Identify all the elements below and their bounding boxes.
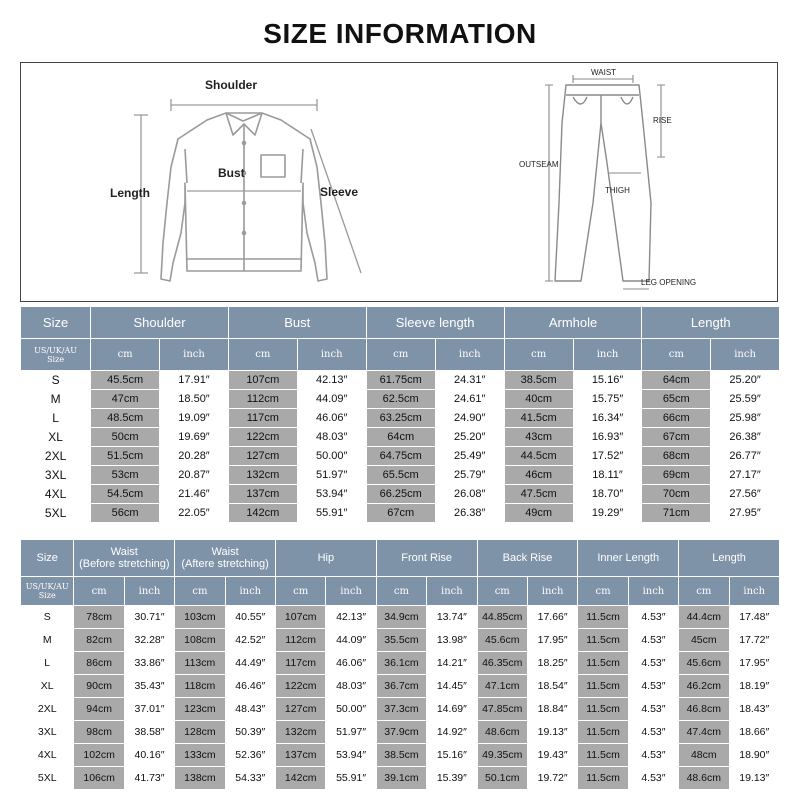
pants-size-row: [21, 675, 779, 697]
rise-label: RISE: [653, 116, 672, 125]
inch-value-cell: 18.50″: [160, 390, 228, 408]
inch-value-cell: 18.19″: [730, 675, 780, 697]
cm-value-cell: 34.9cm: [377, 606, 426, 628]
cm-value-cell: 44.4cm: [679, 606, 728, 628]
cm-value-cell: 113cm: [175, 652, 224, 674]
cm-unit: cm: [229, 339, 297, 370]
cm-value-cell: 38.5cm: [377, 744, 426, 766]
cm-unit: cm: [642, 339, 710, 370]
inch-value-cell: 4.53″: [629, 767, 678, 789]
cm-value-cell: 61.75cm: [367, 371, 435, 389]
size-cell: 3XL: [21, 466, 90, 484]
pants-size-table: [20, 539, 780, 790]
cm-value-cell: 11.5cm: [578, 675, 627, 697]
inch-value-cell: 19.13″: [730, 767, 780, 789]
pants-size-row: [21, 606, 779, 628]
bust-header: Bust: [229, 307, 366, 338]
inch-value-cell: 26.38″: [711, 428, 779, 446]
inch-value-cell: 27.56″: [711, 485, 779, 503]
inch-unit: inch: [436, 339, 504, 370]
length-header: Length: [642, 307, 779, 338]
cm-value-cell: 41.5cm: [505, 409, 573, 427]
size-cell: 2XL: [21, 698, 73, 720]
inch-value-cell: 15.16″: [427, 744, 476, 766]
cm-value-cell: 64cm: [642, 371, 710, 389]
shirt-size-row: [21, 371, 779, 389]
inch-value-cell: 44.09″: [326, 629, 375, 651]
cm-value-cell: 64cm: [367, 428, 435, 446]
inch-value-cell: 42.52″: [226, 629, 275, 651]
cm-value-cell: 108cm: [175, 629, 224, 651]
inch-unit: inch: [574, 339, 642, 370]
inch-value-cell: 4.53″: [629, 721, 678, 743]
inch-value-cell: 20.28″: [160, 447, 228, 465]
cm-value-cell: 43cm: [505, 428, 573, 446]
cm-value-cell: 38.5cm: [505, 371, 573, 389]
cm-value-cell: 45.6cm: [679, 652, 728, 674]
shirt-size-row: [21, 504, 779, 522]
inch-value-cell: 14.21″: [427, 652, 476, 674]
inch-value-cell: 25.79″: [436, 466, 504, 484]
inch-value-cell: 25.20″: [711, 371, 779, 389]
pants-size-row: [21, 629, 779, 651]
inch-value-cell: 46.46″: [226, 675, 275, 697]
inch-value-cell: 4.53″: [629, 744, 678, 766]
cm-value-cell: 128cm: [175, 721, 224, 743]
inch-value-cell: 33.86″: [125, 652, 174, 674]
cm-value-cell: 123cm: [175, 698, 224, 720]
cm-value-cell: 94cm: [74, 698, 123, 720]
inch-value-cell: 25.59″: [711, 390, 779, 408]
inch-value-cell: 13.98″: [427, 629, 476, 651]
region-size-label: US/UK/AU Size: [21, 339, 90, 370]
inch-value-cell: 18.66″: [730, 721, 780, 743]
cm-value-cell: 82cm: [74, 629, 123, 651]
cm-value-cell: 48.6cm: [478, 721, 527, 743]
inch-value-cell: 37.01″: [125, 698, 174, 720]
cm-value-cell: 50.1cm: [478, 767, 527, 789]
pants-size-row: [21, 652, 779, 674]
pants-header-row: [21, 540, 779, 576]
inch-unit: inch: [298, 339, 366, 370]
cm-value-cell: 112cm: [276, 629, 325, 651]
inch-value-cell: 17.52″: [574, 447, 642, 465]
inch-value-cell: 54.33″: [226, 767, 275, 789]
inch-value-cell: 42.13″: [298, 371, 366, 389]
cm-value-cell: 127cm: [229, 447, 297, 465]
cm-value-cell: 64.75cm: [367, 447, 435, 465]
cm-value-cell: 103cm: [175, 606, 224, 628]
inch-value-cell: 51.97″: [326, 721, 375, 743]
inch-unit: inch: [629, 577, 678, 605]
inch-value-cell: 4.53″: [629, 629, 678, 651]
inner-length-header: Inner Length: [578, 540, 678, 576]
cm-value-cell: 45.6cm: [478, 629, 527, 651]
cm-unit: cm: [91, 339, 159, 370]
cm-unit: cm: [505, 339, 573, 370]
inch-value-cell: 44.09″: [298, 390, 366, 408]
inch-value-cell: 50.00″: [298, 447, 366, 465]
inch-value-cell: 14.92″: [427, 721, 476, 743]
inch-value-cell: 53.94″: [326, 744, 375, 766]
cm-value-cell: 46.35cm: [478, 652, 527, 674]
inch-value-cell: 19.72″: [528, 767, 577, 789]
length-header: Length: [679, 540, 779, 576]
inch-value-cell: 17.91″: [160, 371, 228, 389]
inch-value-cell: 4.53″: [629, 606, 678, 628]
inch-value-cell: 15.39″: [427, 767, 476, 789]
cm-value-cell: 11.5cm: [578, 721, 627, 743]
cm-value-cell: 44.5cm: [505, 447, 573, 465]
size-cell: M: [21, 390, 90, 408]
inch-value-cell: 18.84″: [528, 698, 577, 720]
cm-value-cell: 90cm: [74, 675, 123, 697]
size-header: Size: [21, 307, 90, 338]
size-cell: 5XL: [21, 767, 73, 789]
cm-value-cell: 102cm: [74, 744, 123, 766]
cm-value-cell: 132cm: [229, 466, 297, 484]
inch-value-cell: 19.09″: [160, 409, 228, 427]
shirt-drawing: [161, 113, 327, 281]
cm-value-cell: 36.7cm: [377, 675, 426, 697]
cm-value-cell: 11.5cm: [578, 652, 627, 674]
inch-value-cell: 18.11″: [574, 466, 642, 484]
inch-value-cell: 51.97″: [298, 466, 366, 484]
inch-value-cell: 18.90″: [730, 744, 780, 766]
cm-value-cell: 86cm: [74, 652, 123, 674]
inch-value-cell: 19.69″: [160, 428, 228, 446]
shirt-header-row: [21, 307, 779, 338]
shirt-size-row: [21, 428, 779, 446]
cm-value-cell: 132cm: [276, 721, 325, 743]
shoulder-header: Shoulder: [91, 307, 228, 338]
cm-value-cell: 137cm: [276, 744, 325, 766]
size-cell: S: [21, 606, 73, 628]
cm-value-cell: 48cm: [679, 744, 728, 766]
inch-unit: inch: [326, 577, 375, 605]
cm-value-cell: 65.5cm: [367, 466, 435, 484]
shoulder-label: Shoulder: [205, 78, 258, 92]
cm-value-cell: 48.6cm: [679, 767, 728, 789]
cm-value-cell: 48.5cm: [91, 409, 159, 427]
size-cell: L: [21, 409, 90, 427]
cm-value-cell: 78cm: [74, 606, 123, 628]
length-label: Length: [110, 186, 150, 200]
cm-unit: cm: [377, 577, 426, 605]
cm-unit: cm: [578, 577, 627, 605]
cm-value-cell: 66.25cm: [367, 485, 435, 503]
cm-value-cell: 122cm: [229, 428, 297, 446]
thigh-label: THIGH: [605, 186, 630, 195]
inch-value-cell: 4.53″: [629, 675, 678, 697]
inch-value-cell: 21.46″: [160, 485, 228, 503]
cm-value-cell: 118cm: [175, 675, 224, 697]
size-header: Size: [21, 540, 73, 576]
inch-value-cell: 17.95″: [730, 652, 780, 674]
cm-unit: cm: [679, 577, 728, 605]
cm-value-cell: 138cm: [175, 767, 224, 789]
inch-value-cell: 17.48″: [730, 606, 780, 628]
inch-value-cell: 42.13″: [326, 606, 375, 628]
cm-value-cell: 56cm: [91, 504, 159, 522]
cm-value-cell: 49cm: [505, 504, 573, 522]
cm-unit: cm: [367, 339, 435, 370]
inch-unit: inch: [125, 577, 174, 605]
leg-opening-label: LEG OPENING: [641, 278, 697, 287]
shirt-unit-row: [21, 339, 779, 370]
cm-value-cell: 122cm: [276, 675, 325, 697]
region-size-label: US/UK/AU Size: [21, 577, 73, 605]
inch-value-cell: 41.73″: [125, 767, 174, 789]
inch-value-cell: 14.69″: [427, 698, 476, 720]
inch-value-cell: 50.39″: [226, 721, 275, 743]
cm-value-cell: 51.5cm: [91, 447, 159, 465]
size-cell: 2XL: [21, 447, 90, 465]
pants-size-row: [21, 721, 779, 743]
inch-value-cell: 19.13″: [528, 721, 577, 743]
pants-drawing: [555, 85, 651, 281]
cm-value-cell: 47.85cm: [478, 698, 527, 720]
cm-value-cell: 65cm: [642, 390, 710, 408]
inch-unit: inch: [160, 339, 228, 370]
inch-unit: inch: [711, 339, 779, 370]
inch-value-cell: 15.16″: [574, 371, 642, 389]
sleeve-label: Sleeve: [320, 185, 359, 199]
inch-value-cell: 19.29″: [574, 504, 642, 522]
inch-value-cell: 32.28″: [125, 629, 174, 651]
cm-value-cell: 11.5cm: [578, 744, 627, 766]
inch-unit: inch: [730, 577, 780, 605]
size-cell: XL: [21, 428, 90, 446]
cm-value-cell: 66cm: [642, 409, 710, 427]
size-cell: 4XL: [21, 485, 90, 503]
hip-header: Hip: [276, 540, 376, 576]
cm-value-cell: 107cm: [229, 371, 297, 389]
cm-value-cell: 69cm: [642, 466, 710, 484]
inch-value-cell: 48.03″: [298, 428, 366, 446]
cm-value-cell: 44.85cm: [478, 606, 527, 628]
cm-value-cell: 36.1cm: [377, 652, 426, 674]
cm-value-cell: 46cm: [505, 466, 573, 484]
inch-unit: inch: [427, 577, 476, 605]
cm-value-cell: 11.5cm: [578, 767, 627, 789]
front-rise-header: Front Rise: [377, 540, 477, 576]
inch-value-cell: 40.55″: [226, 606, 275, 628]
cm-value-cell: 107cm: [276, 606, 325, 628]
bust-label: Bust: [218, 166, 245, 180]
inch-value-cell: 17.66″: [528, 606, 577, 628]
page-title: SIZE INFORMATION: [263, 18, 537, 49]
cm-value-cell: 142cm: [276, 767, 325, 789]
inch-value-cell: 13.74″: [427, 606, 476, 628]
cm-value-cell: 47.4cm: [679, 721, 728, 743]
waist-label: WAIST: [591, 68, 617, 77]
cm-value-cell: 46.8cm: [679, 698, 728, 720]
cm-value-cell: 54.5cm: [91, 485, 159, 503]
cm-unit: cm: [175, 577, 224, 605]
inch-value-cell: 26.08″: [436, 485, 504, 503]
shirt-size-row: [21, 390, 779, 408]
cm-value-cell: 127cm: [276, 698, 325, 720]
inch-value-cell: 4.53″: [629, 698, 678, 720]
inch-value-cell: 18.54″: [528, 675, 577, 697]
cm-value-cell: 67cm: [367, 504, 435, 522]
cm-value-cell: 63.25cm: [367, 409, 435, 427]
inch-value-cell: 25.49″: [436, 447, 504, 465]
size-cell: S: [21, 371, 90, 389]
inch-value-cell: 27.17″: [711, 466, 779, 484]
inch-value-cell: 17.72″: [730, 629, 780, 651]
armhole-header: Armhole: [505, 307, 642, 338]
cm-value-cell: 45.5cm: [91, 371, 159, 389]
cm-value-cell: 142cm: [229, 504, 297, 522]
cm-value-cell: 117cm: [229, 409, 297, 427]
inch-value-cell: 24.31″: [436, 371, 504, 389]
inch-value-cell: 40.16″: [125, 744, 174, 766]
shirt-size-table: [20, 306, 780, 523]
inch-value-cell: 4.53″: [629, 652, 678, 674]
cm-value-cell: 49.35cm: [478, 744, 527, 766]
cm-value-cell: 46.2cm: [679, 675, 728, 697]
cm-unit: cm: [276, 577, 325, 605]
inch-value-cell: 18.25″: [528, 652, 577, 674]
shirt-size-row: [21, 466, 779, 484]
garment-diagram: [20, 62, 778, 302]
inch-value-cell: 22.05″: [160, 504, 228, 522]
inch-value-cell: 26.38″: [436, 504, 504, 522]
cm-value-cell: 40cm: [505, 390, 573, 408]
inch-value-cell: 48.03″: [326, 675, 375, 697]
size-cell: 5XL: [21, 504, 90, 522]
cm-unit: cm: [74, 577, 123, 605]
inch-unit: inch: [226, 577, 275, 605]
inch-value-cell: 26.77″: [711, 447, 779, 465]
size-cell: L: [21, 652, 73, 674]
cm-value-cell: 35.5cm: [377, 629, 426, 651]
cm-value-cell: 133cm: [175, 744, 224, 766]
cm-value-cell: 47cm: [91, 390, 159, 408]
size-cell: M: [21, 629, 73, 651]
cm-value-cell: 67cm: [642, 428, 710, 446]
cm-value-cell: 47.1cm: [478, 675, 527, 697]
cm-value-cell: 71cm: [642, 504, 710, 522]
cm-value-cell: 50cm: [91, 428, 159, 446]
cm-value-cell: 11.5cm: [578, 629, 627, 651]
inch-value-cell: 53.94″: [298, 485, 366, 503]
inch-value-cell: 24.61″: [436, 390, 504, 408]
cm-value-cell: 68cm: [642, 447, 710, 465]
inch-value-cell: 52.36″: [226, 744, 275, 766]
waist-before-header: Waist (Before stretching): [74, 540, 174, 576]
cm-unit: cm: [478, 577, 527, 605]
size-cell: 4XL: [21, 744, 73, 766]
inch-value-cell: 55.91″: [326, 767, 375, 789]
cm-value-cell: 117cm: [276, 652, 325, 674]
inch-value-cell: 16.93″: [574, 428, 642, 446]
waist-after-header: Waist (Aftere stretching): [175, 540, 275, 576]
inch-value-cell: 27.95″: [711, 504, 779, 522]
size-cell: 3XL: [21, 721, 73, 743]
inch-value-cell: 25.20″: [436, 428, 504, 446]
shirt-size-row: [21, 409, 779, 427]
back-rise-header: Back Rise: [478, 540, 578, 576]
inch-value-cell: 46.06″: [298, 409, 366, 427]
inch-value-cell: 20.87″: [160, 466, 228, 484]
inch-value-cell: 25.98″: [711, 409, 779, 427]
cm-value-cell: 45cm: [679, 629, 728, 651]
inch-value-cell: 17.95″: [528, 629, 577, 651]
cm-value-cell: 11.5cm: [578, 606, 627, 628]
inch-value-cell: 15.75″: [574, 390, 642, 408]
cm-value-cell: 62.5cm: [367, 390, 435, 408]
inch-value-cell: 19.43″: [528, 744, 577, 766]
cm-value-cell: 137cm: [229, 485, 297, 503]
pants-unit-row: [21, 577, 779, 605]
shirt-size-row: [21, 447, 779, 465]
diagram-drawing: [21, 63, 779, 303]
cm-value-cell: 11.5cm: [578, 698, 627, 720]
shirt-size-row: [21, 485, 779, 503]
inch-value-cell: 35.43″: [125, 675, 174, 697]
inch-value-cell: 30.71″: [125, 606, 174, 628]
inch-value-cell: 55.91″: [298, 504, 366, 522]
cm-value-cell: 39.1cm: [377, 767, 426, 789]
cm-value-cell: 112cm: [229, 390, 297, 408]
outseam-label: OUTSEAM: [519, 160, 559, 169]
pants-size-row: [21, 698, 779, 720]
inch-value-cell: 16.34″: [574, 409, 642, 427]
cm-value-cell: 37.3cm: [377, 698, 426, 720]
inch-unit: inch: [528, 577, 577, 605]
cm-value-cell: 106cm: [74, 767, 123, 789]
cm-value-cell: 47.5cm: [505, 485, 573, 503]
inch-value-cell: 48.43″: [226, 698, 275, 720]
inch-value-cell: 24.90″: [436, 409, 504, 427]
pants-size-row: [21, 767, 779, 789]
inch-value-cell: 46.06″: [326, 652, 375, 674]
cm-value-cell: 98cm: [74, 721, 123, 743]
inch-value-cell: 18.70″: [574, 485, 642, 503]
pants-size-row: [21, 744, 779, 766]
cm-value-cell: 37.9cm: [377, 721, 426, 743]
inch-value-cell: 50.00″: [326, 698, 375, 720]
size-cell: XL: [21, 675, 73, 697]
cm-value-cell: 53cm: [91, 466, 159, 484]
inch-value-cell: 14.45″: [427, 675, 476, 697]
inch-value-cell: 38.58″: [125, 721, 174, 743]
inch-value-cell: 44.49″: [226, 652, 275, 674]
cm-value-cell: 70cm: [642, 485, 710, 503]
inch-value-cell: 18.43″: [730, 698, 780, 720]
sleeve-length-header: Sleeve length: [367, 307, 504, 338]
